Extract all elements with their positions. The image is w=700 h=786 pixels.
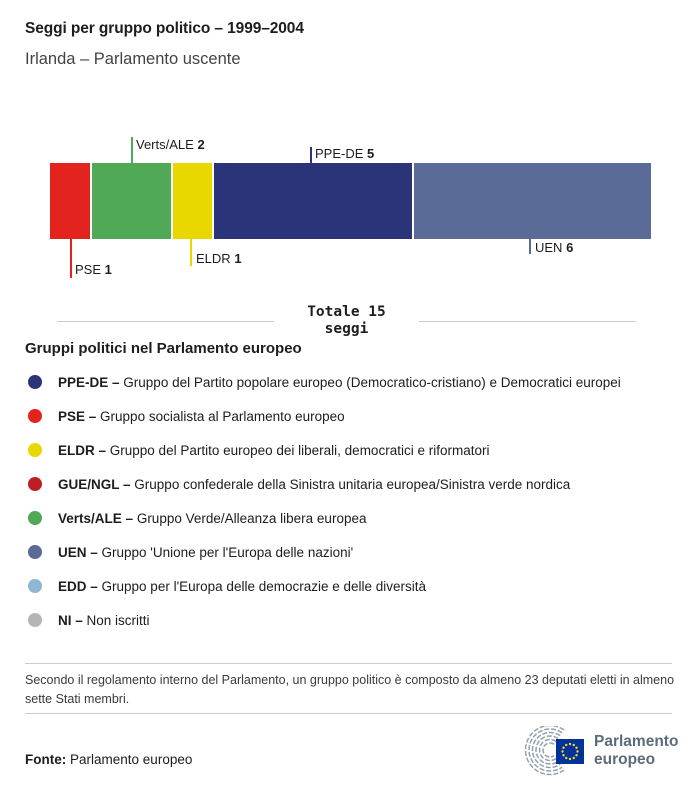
legend-item-label (58, 613, 150, 628)
legend-group-description: Gruppo 'Unione per l'Europa delle nazioni' (101, 544, 354, 560)
legend-color-dot (28, 579, 42, 593)
total-seats-row (57, 300, 636, 342)
legend-group-code: GUE/NGL – (58, 476, 131, 492)
source-line (25, 752, 192, 767)
legend-color-dot (28, 613, 42, 627)
legend-group-code: ELDR – (58, 442, 107, 458)
callout-tick-verts-ale (131, 137, 133, 163)
source-text: Parlamento europeo (70, 752, 193, 767)
bar-segment-ppe-de (214, 163, 412, 239)
legend-group-code: Verts/ALE – (58, 510, 134, 526)
legend-group-description: Gruppo Verde/Alleanza libera europea (136, 510, 367, 526)
legend-group-description: Non iscritti (86, 612, 150, 628)
callout-seat-count: 5 (367, 146, 375, 161)
legend-item (28, 569, 688, 603)
legend-item-label (58, 409, 345, 424)
bar-segment-verts-ale (92, 163, 171, 239)
callout-group-name: PPE-DE (315, 146, 364, 161)
callout-group-name: PSE (75, 262, 102, 277)
callout-seat-count: 6 (566, 240, 574, 255)
callout-seat-count: 2 (197, 137, 205, 152)
legend-color-dot (28, 443, 42, 457)
legend-group-description: Gruppo per l'Europa delle democrazie e delle diversità (101, 578, 427, 594)
legend-color-dot (28, 545, 42, 559)
legend-item-label (58, 375, 621, 390)
legend-item (28, 603, 688, 637)
legend-item-label (58, 477, 570, 492)
legend-group-description: Gruppo socialista al Parlamento europeo (100, 408, 345, 424)
callout-group-name: Verts/ALE (136, 137, 194, 152)
european-parliament-logo (520, 726, 690, 778)
divider-rule-top (25, 663, 672, 664)
callout-seat-count: 1 (104, 262, 112, 277)
page-subtitle: Irlanda – Parlamento uscente (25, 50, 241, 68)
callout-label-verts-ale (136, 137, 205, 152)
legend-item-label (58, 579, 426, 594)
legend-item (28, 467, 688, 501)
logo-line2: europeo (594, 751, 656, 768)
callout-label-uen (535, 240, 573, 255)
callout-label-eldr (196, 251, 242, 266)
bar-segment-pse (50, 163, 90, 239)
page-title: Seggi per gruppo politico – 1999–2004 (25, 20, 304, 37)
legend-group-code: NI – (58, 612, 83, 628)
callout-label-ppe-de (315, 146, 374, 161)
legend-group-description: Gruppo confederale della Sinistra unitaria europea/Sinistra verde nordica (134, 476, 571, 492)
legend-item (28, 399, 688, 433)
callout-group-name: ELDR (196, 251, 231, 266)
callout-seat-count: 1 (234, 251, 242, 266)
legend-group-code: UEN – (58, 544, 98, 560)
logo-wordmark (594, 733, 678, 769)
legend-item-label (58, 545, 353, 560)
source-label: Fonte: (25, 752, 67, 767)
legend-color-dot (28, 375, 42, 389)
legend-item (28, 433, 688, 467)
callout-tick-pse (70, 239, 72, 278)
legend-group-code: PPE-DE – (58, 374, 120, 390)
legend-heading: Gruppi politici nel Parlamento europeo (25, 340, 302, 357)
legend-color-dot (28, 409, 42, 423)
legend-group-description: Gruppo del Partito europeo dei liberali, democratici e riformatori (109, 442, 490, 458)
callout-label-pse (75, 262, 112, 277)
hemicycle-flag-icon (520, 726, 586, 776)
divider-line-right (419, 321, 636, 322)
legend-item (28, 365, 688, 399)
callout-group-name: UEN (535, 240, 563, 255)
seat-bar-chart (50, 163, 651, 239)
footnote-text: Secondo il regolamento interno del Parlamento, un gruppo politico è composto da almeno 23 deputati eletti in almeno sette Stati membri. (25, 673, 675, 706)
legend-color-dot (28, 477, 42, 491)
total-seats-label: Totale 15 seggi (307, 304, 386, 337)
logo-line1: Parlamento (594, 733, 679, 750)
callout-tick-ppe-de (310, 147, 312, 163)
legend-item (28, 501, 688, 535)
divider-line-left (57, 321, 274, 322)
callout-tick-uen (529, 239, 531, 254)
legend-list (28, 365, 688, 637)
legend-group-description: Gruppo del Partito popolare europeo (Democratico-cristiano) e Democratici europei (123, 374, 621, 390)
bar-segment-eldr (173, 163, 213, 239)
eu-flag-icon (556, 739, 584, 764)
legend-color-dot (28, 511, 42, 525)
legend-group-code: PSE – (58, 408, 97, 424)
divider-rule-bottom (25, 713, 672, 714)
legend-item-label (58, 511, 366, 526)
bar-segment-uen (414, 163, 651, 239)
legend-group-code: EDD – (58, 578, 98, 594)
callout-tick-eldr (190, 239, 192, 266)
legend-item (28, 535, 688, 569)
legend-item-label (58, 443, 489, 458)
